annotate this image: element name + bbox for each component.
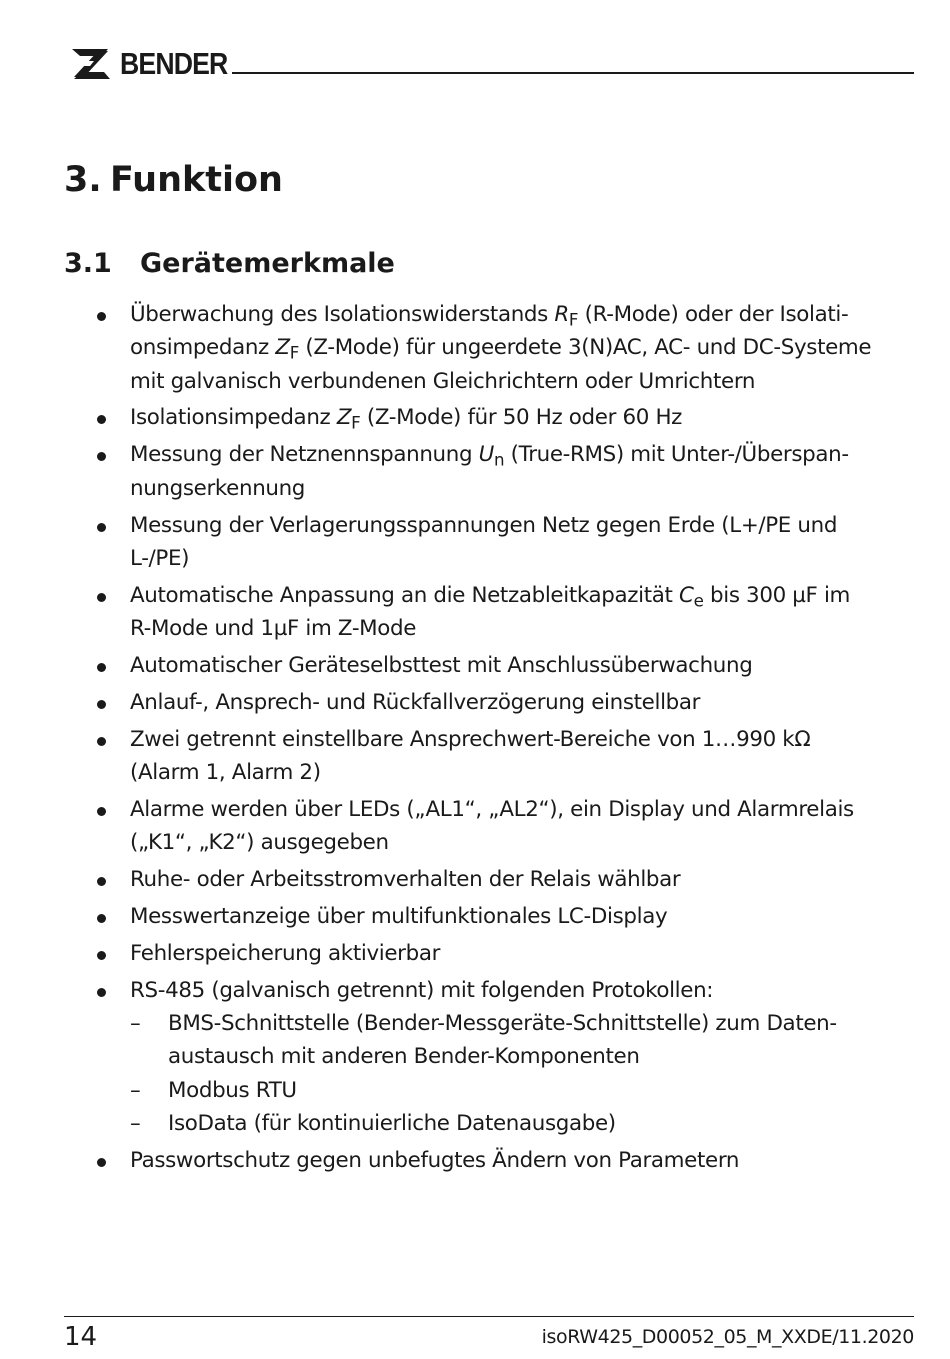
feature-item (64, 438, 914, 505)
sub-list-item (130, 1007, 914, 1074)
bullet-icon (97, 312, 106, 321)
text-run: Messwertanzeige über multifunktionales LC-Display (130, 903, 668, 929)
bullet-icon (97, 951, 106, 960)
bullet-icon (97, 737, 106, 746)
dash-marker: – (130, 1110, 141, 1136)
chapter-number: 3. (64, 160, 102, 200)
sub-list-item (130, 1107, 914, 1140)
text-run: Messung der Netznennspannung (130, 442, 479, 468)
bullet-icon (97, 593, 106, 602)
text-run: Zwei getrennt einstellbare Ansprechwert-Bereiche von 1…990 kΩ (130, 726, 811, 752)
page-number: 14 (64, 1322, 98, 1352)
text-run: („K1“, „K2“) ausgegeben (130, 830, 389, 856)
text-run: mit galvanisch verbundenen Gleichrichtern oder Umrichtern (130, 368, 756, 394)
feature-item (64, 974, 914, 1140)
subscript: n (493, 451, 505, 471)
text-run: (Z-Mode) für 50 Hz oder 60 Hz (360, 405, 683, 431)
bullet-icon (97, 807, 106, 816)
footer-rule (64, 1316, 914, 1317)
bullet-icon (97, 523, 106, 532)
bullet-icon (97, 988, 106, 997)
subscript: e (693, 591, 704, 611)
feature-item (64, 937, 914, 970)
subscript: F (351, 414, 361, 434)
text-run: Passwortschutz gegen unbefugtes Ändern von Parametern (130, 1147, 740, 1173)
bullet-icon (97, 452, 106, 461)
header-rule (232, 72, 914, 74)
feature-item (64, 1144, 914, 1177)
bullet-icon (97, 914, 106, 923)
text-run: bis 300 µF im (703, 582, 851, 608)
text-run: Automatischer Geräteselbsttest mit Anschlussüberwachung (130, 652, 753, 678)
text-run: austausch mit anderen Bender-Komponenten (168, 1044, 640, 1070)
feature-item (64, 649, 914, 682)
feature-item (64, 579, 914, 646)
chapter-heading (64, 160, 283, 200)
math-symbol: Z (336, 405, 352, 431)
text-run: R-Mode und 1µF im Z-Mode (130, 616, 417, 642)
sub-list (130, 1007, 914, 1140)
bender-logo-icon (68, 47, 114, 81)
bullet-icon (97, 1158, 106, 1167)
text-run: Automatische Anpassung an die Netzableitkapazität (130, 582, 680, 608)
text-run: Fehlerspeicherung aktivierbar (130, 940, 441, 966)
feature-list (64, 298, 914, 1181)
text-run: BMS-Schnittstelle (Bender-Messgeräte-Schnittstelle) zum Daten- (168, 1011, 837, 1037)
text-run: onsimpedanz (130, 335, 276, 361)
math-symbol: Z (275, 335, 290, 361)
math-symbol: R (554, 302, 569, 327)
bullet-icon (97, 700, 106, 709)
section-number: 3.1 (64, 248, 112, 279)
text-run: Ruhe- oder Arbeitsstromverhalten der Relais wählbar (130, 867, 681, 893)
text-run: Messung der Verlagerungsspannungen Netz gegen Erde (L+/PE und (130, 512, 838, 538)
bullet-icon (97, 877, 106, 886)
text-run: Isolationsimpedanz (130, 405, 337, 431)
text-run: L-/PE) (130, 545, 190, 571)
text-run: Modbus RTU (168, 1077, 297, 1103)
bender-logo (68, 46, 245, 82)
subscript: F (289, 343, 299, 363)
math-symbol: U (478, 442, 494, 468)
feature-item (64, 509, 914, 576)
text-run: Anlauf-, Ansprech- und Rückfallverzögerung einstellbar (130, 689, 701, 715)
text-run: Überwachung des Isolationswiderstands (130, 302, 555, 327)
math-symbol: C (679, 582, 694, 608)
document-id: isoRW425_D00052_05_M_XXDE/11.2020 (541, 1326, 914, 1348)
feature-item (64, 401, 914, 434)
dash-marker: – (130, 1011, 141, 1037)
section-heading (64, 248, 395, 279)
section-title: Gerätemerkmale (140, 248, 395, 279)
feature-item (64, 298, 914, 398)
text-run: nungserkennung (130, 475, 306, 501)
text-run: (True-RMS) mit Unter-/Überspan- (504, 442, 849, 468)
text-run: RS-485 (galvanisch getrennt) mit folgenden Protokollen: (130, 977, 714, 1003)
subscript: F (568, 310, 579, 330)
page-header (68, 44, 914, 84)
chapter-title: Funktion (110, 160, 283, 200)
feature-item (64, 793, 914, 860)
text-run: (Z-Mode) für ungeerdete 3(N)AC, AC- und DC-Systeme (298, 335, 872, 361)
bullet-icon (97, 663, 106, 672)
text-run: (Alarm 1, Alarm 2) (130, 760, 321, 786)
bullet-icon (97, 415, 106, 424)
feature-item (64, 863, 914, 896)
feature-item (64, 723, 914, 790)
feature-item (64, 686, 914, 719)
logo-wordmark: BENDER (120, 46, 228, 81)
text-run: Alarme werden über LEDs („AL1“, „AL2“), ein Display und Alarmrelais (130, 796, 854, 822)
dash-marker: – (130, 1077, 141, 1103)
text-run: IsoData (für kontinuierliche Datenausgabe) (168, 1110, 616, 1136)
sub-list-item (130, 1074, 914, 1107)
feature-item (64, 900, 914, 933)
text-run: (R-Mode) oder der Isolati- (578, 302, 849, 327)
